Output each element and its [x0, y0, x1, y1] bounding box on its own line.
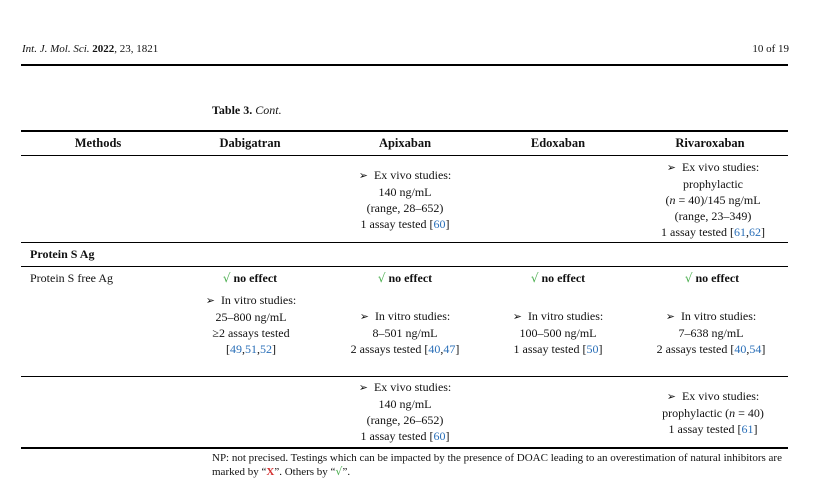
bullet-arrow-icon: ➢: [512, 311, 522, 323]
page-number: 10 of 19: [752, 43, 789, 55]
cell-line: 8–501 ng/mL: [372, 326, 438, 340]
citation-link[interactable]: 47: [443, 342, 456, 356]
cell-line: ]: [760, 225, 765, 239]
effect-edoxaban: [508, 270, 608, 286]
journal-name: Int. J. Mol. Sci.: [22, 43, 90, 55]
apixaban-invitro-cell: [330, 308, 480, 357]
edoxaban-invitro-cell: [483, 308, 633, 357]
effect-text: no effect: [541, 271, 586, 285]
section-protein-s-ag: Protein S Ag: [30, 247, 95, 261]
journal-volume: , 23, 1821: [114, 43, 159, 55]
cell-line: n: [729, 406, 736, 420]
check-icon: √: [684, 271, 693, 285]
effect-text: no effect: [695, 271, 740, 285]
cell-line: [: [226, 342, 230, 356]
cell-line: 100–500 ng/mL: [519, 326, 597, 340]
cell-line: prophylactic: [683, 177, 743, 191]
cell-line: Ex vivo studies:: [681, 389, 760, 403]
apixaban-exvivo-cell-2: [330, 379, 480, 444]
cell-line: ]: [445, 429, 450, 443]
table-caption: [212, 103, 282, 118]
cell-line: ,: [242, 342, 245, 356]
header-rule: [21, 64, 788, 66]
cell-line: prophylactic (: [662, 406, 730, 420]
footnote-text: ”. Others by “: [274, 466, 336, 478]
check-icon: √: [222, 271, 231, 285]
cell-line: (range, 28–652): [366, 201, 444, 215]
cell-line: ,: [257, 342, 260, 356]
cell-line: 25–800 ng/mL: [215, 310, 287, 324]
cell-line: In vitro studies:: [220, 293, 297, 307]
citation-link[interactable]: 50: [586, 342, 599, 356]
col-header-apixaban: Apixaban: [378, 136, 432, 150]
cell-line: Ex vivo studies:: [681, 160, 760, 174]
apixaban-exvivo-cell: [330, 167, 480, 232]
table-footnote: [212, 451, 792, 479]
journal-header: [22, 43, 158, 55]
dabigatran-invitro-cell: [176, 292, 326, 357]
cell-line: 2 assays tested [: [656, 342, 735, 356]
caption-text: Cont.: [255, 103, 282, 117]
citation-link[interactable]: 51: [245, 342, 257, 356]
cell-line: ]: [455, 342, 460, 356]
citation-link[interactable]: 49: [230, 342, 242, 356]
journal-year: 2022: [92, 43, 115, 55]
row-rule: [21, 242, 788, 243]
citation-link[interactable]: 61: [741, 422, 754, 436]
x-mark-icon: X: [266, 466, 275, 478]
citation-link[interactable]: 40: [734, 342, 747, 356]
effect-dabigatran: [200, 270, 300, 286]
header-bottom-rule: [21, 155, 788, 156]
footnote-text: NP: not precised. Testings which can be impacted by the presence of DOAC leading to an overestimation of natural inhibitors are marked by “: [212, 452, 782, 478]
check-icon: √: [335, 465, 343, 478]
cell-line: ]: [445, 217, 450, 231]
table-bottom-rule: [21, 447, 788, 449]
cell-line: (: [665, 193, 670, 207]
bullet-arrow-icon: ➢: [359, 311, 369, 323]
bullet-arrow-icon: ➢: [358, 170, 368, 182]
bullet-arrow-icon: ➢: [358, 382, 368, 394]
cell-line: 1 assay tested [: [513, 342, 587, 356]
cell-line: Ex vivo studies:: [373, 168, 452, 182]
bullet-arrow-icon: ➢: [666, 162, 676, 174]
cell-line: In vitro studies:: [680, 309, 757, 323]
cell-line: = 40)/145 ng/mL: [675, 193, 761, 207]
cell-line: ,: [440, 342, 444, 356]
citation-link[interactable]: 40: [428, 342, 441, 356]
cell-line: n: [669, 193, 676, 207]
cell-line: 2 assays tested [: [350, 342, 429, 356]
cell-line: Ex vivo studies:: [373, 380, 452, 394]
col-header-rivaroxaban: Rivaroxaban: [675, 136, 745, 150]
citation-link[interactable]: 52: [260, 342, 272, 356]
cell-line: 1 assay tested [: [661, 225, 734, 239]
cell-line: (range, 23–349): [674, 209, 752, 223]
table-top-rule: [21, 130, 788, 132]
rivaroxaban-exvivo-cell: [633, 159, 793, 240]
cell-line: 1 assay tested [: [360, 217, 434, 231]
citation-link[interactable]: 61: [733, 225, 746, 239]
cell-line: 140 ng/mL: [378, 397, 432, 411]
check-icon: √: [377, 271, 386, 285]
bullet-arrow-icon: ➢: [665, 311, 675, 323]
cell-line: ]: [753, 422, 758, 436]
col-header-methods: Methods: [74, 136, 122, 150]
effect-apixaban: [355, 270, 455, 286]
cell-line: ]: [598, 342, 603, 356]
cell-line: ]: [761, 342, 766, 356]
cell-line: = 40): [735, 406, 764, 420]
check-icon: √: [530, 271, 539, 285]
cell-line: 7–638 ng/mL: [678, 326, 744, 340]
bullet-arrow-icon: ➢: [205, 295, 215, 307]
cell-line: ≥2 assays tested: [212, 326, 290, 340]
citation-link[interactable]: 60: [433, 217, 446, 231]
cell-line: ,: [745, 225, 749, 239]
cell-line: 1 assay tested [: [668, 422, 742, 436]
col-header-edoxaban: Edoxaban: [530, 136, 586, 150]
citation-link[interactable]: 62: [748, 225, 761, 239]
row-rule: [21, 376, 788, 377]
cell-line: In vitro studies:: [527, 309, 604, 323]
col-header-dabigatran: Dabigatran: [219, 136, 281, 150]
citation-link[interactable]: 54: [749, 342, 762, 356]
effect-text: no effect: [233, 271, 278, 285]
cell-line: 140 ng/mL: [378, 185, 432, 199]
rivaroxaban-exvivo-cell-2: [633, 388, 793, 437]
cell-line: (range, 26–652): [366, 413, 444, 427]
cell-line: In vitro studies:: [374, 309, 451, 323]
caption-label: Table 3.: [212, 103, 253, 117]
footnote-text: ”.: [342, 466, 351, 478]
citation-link[interactable]: 60: [433, 429, 446, 443]
cell-line: 1 assay tested [: [360, 429, 434, 443]
row-label-protein-s-free-ag: Protein S free Ag: [30, 271, 113, 285]
effect-text: no effect: [388, 271, 433, 285]
effect-rivaroxaban: [662, 270, 762, 286]
row-rule: [21, 266, 788, 267]
rivaroxaban-invitro-cell: [636, 308, 786, 357]
cell-line: ,: [746, 342, 750, 356]
bullet-arrow-icon: ➢: [666, 391, 676, 403]
cell-line: ]: [272, 342, 276, 356]
